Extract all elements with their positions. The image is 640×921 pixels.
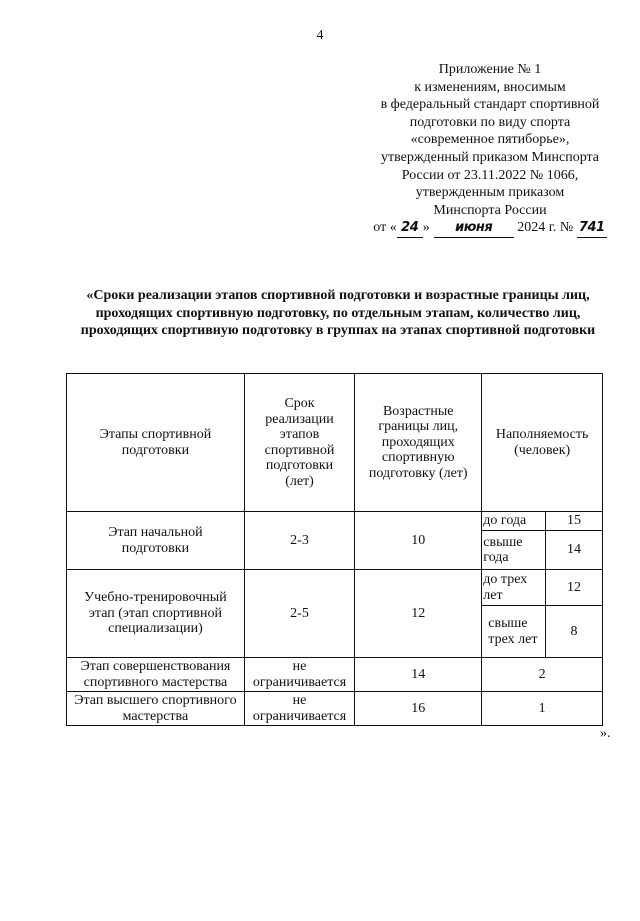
occupancy-sub-label: до года (482, 512, 546, 531)
appendix-line: «современное пятиборье», (410, 132, 570, 148)
order-number: 741 (577, 219, 607, 238)
order-day: 24 (397, 219, 423, 238)
occupancy-sub-label: свыше года (482, 531, 546, 570)
header-duration: Срок реализации этапов спортивной подготовки (лет) (244, 374, 354, 512)
appendix-line: к изменениям, вносимым (414, 79, 566, 95)
occupancy-sub-label: до трех лет (482, 570, 546, 606)
row-age: 14 (355, 658, 482, 692)
table-header-row (67, 374, 603, 512)
table-row (67, 692, 603, 726)
stages-table (66, 373, 603, 726)
occupancy-sub-label: свыше трех лет (482, 606, 546, 658)
row-age: 16 (355, 692, 482, 726)
appendix-header (340, 61, 640, 238)
appendix-line: в федеральный стандарт спортивной (380, 97, 600, 113)
document-title: «Сроки реализации этапов спортивной подготовки и возрастные границы лиц, проходящих спортивную подготовку, по отдельным этапам, количество лиц, проходящих спортивную подготовку в группах на этапах спортивной подготовки (80, 288, 596, 339)
row-duration: 2-5 (244, 570, 354, 658)
row-age: 12 (355, 570, 482, 658)
occupancy-sub-value: 12 (545, 570, 602, 606)
closing-quote: ». (600, 726, 611, 741)
header-age: Возрастные границы лиц, проходящих спортивную подготовку (лет) (355, 374, 482, 512)
table-row (67, 658, 603, 692)
appendix-line: утвержденный приказом Минспорта (380, 149, 600, 165)
row-duration: не ограничивается (244, 692, 354, 726)
order-date-line (340, 219, 640, 238)
occupancy-sub-value: 14 (545, 531, 602, 570)
row-duration: не ограничивается (244, 658, 354, 692)
row-stage: Учебно-тренировочный этап (этап спортивной специализации) (67, 570, 245, 658)
header-occupancy: Наполняемость (человек) (482, 374, 603, 512)
appendix-line: подготовки по виду спорта (409, 114, 571, 130)
order-month: июня (434, 219, 514, 238)
appendix-line: России от 23.11.2022 № 1066, (401, 167, 579, 183)
row-stage: Этап совершенствования спортивного мастерства (67, 658, 245, 692)
order-quote: » (422, 220, 430, 236)
appendix-line: Минспорта России (433, 202, 547, 218)
occupancy-sub-value: 8 (545, 606, 602, 658)
occupancy-sub-value: 15 (545, 512, 602, 531)
row-duration: 2-3 (244, 512, 354, 570)
row-stage: Этап высшего спортивного мастерства (67, 692, 245, 726)
row-stage: Этап начальной подготовки (67, 512, 245, 570)
appendix-line: Приложение № 1 (438, 62, 542, 77)
table-row (67, 512, 603, 531)
row-age: 10 (355, 512, 482, 570)
order-year: 2024 г. № (517, 220, 574, 236)
header-stage: Этапы спортивной подготовки (67, 374, 245, 512)
page-number: 4 (316, 28, 324, 43)
table-row (67, 570, 603, 606)
row-occupancy: 2 (482, 658, 603, 692)
row-occupancy: 1 (482, 692, 603, 726)
appendix-line: утвержденным приказом (415, 185, 565, 201)
order-prefix: от « (373, 220, 397, 236)
